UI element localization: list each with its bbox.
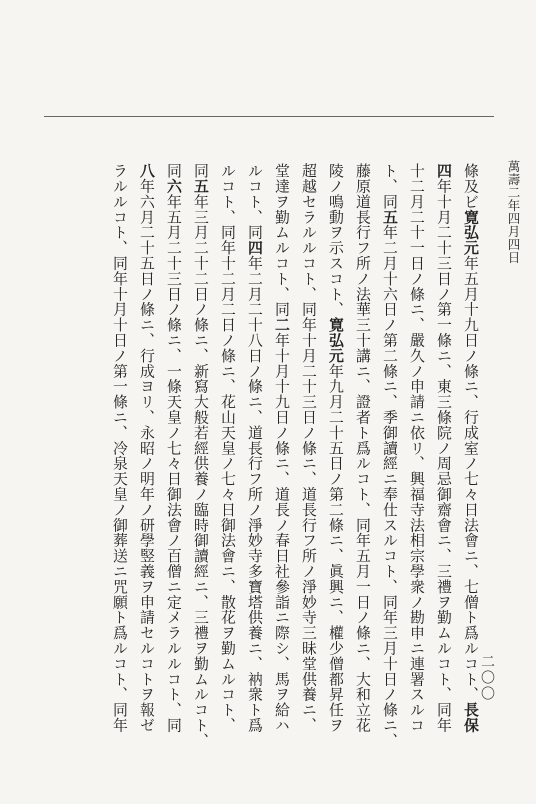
text-line: [241, 163, 268, 769]
text-run: 年六月二十五日ノ條ニ、行成ヨリ、永昭ノ明年ノ研學竪義ヲ申請セルコトヲ報ゼ: [138, 178, 156, 733]
text-line: [295, 163, 322, 769]
emphasized-year: 四: [435, 163, 453, 179]
body-text: [54, 163, 484, 769]
text-line: [106, 163, 133, 769]
text-line: [214, 163, 241, 769]
text-run: 同: [165, 163, 183, 179]
text-run: ルコト、同: [246, 163, 264, 240]
emphasized-year: 二: [273, 317, 291, 333]
text-line: [349, 163, 376, 769]
header-rule: [44, 116, 494, 117]
text-run: 藤原道長行フ所ノ法華三十講ニ、證者ト爲ルコト、同年五月一日ノ條ニ、大和立花: [354, 163, 372, 733]
text-run: 同: [192, 163, 210, 179]
text-run: 堂達ヲ勤ムルコト、同: [273, 163, 291, 317]
text-line: [376, 163, 403, 769]
running-header-date: 萬壽二年四月四日: [506, 160, 521, 264]
text-run: 超越セラルルコト、同年十月二十三日ノ條ニ、道長行フ所ノ淨妙寺三昧堂供養ニ、: [300, 163, 318, 733]
text-run: 年二月二十八日ノ條ニ、道長行フ所ノ淨妙寺多寶塔供養ニ、衲衆ト爲: [246, 255, 264, 733]
emphasized-year: 五: [381, 209, 399, 225]
text-run: 年五月二十三日ノ條ニ、一條天皇ノ七々日御法會ノ百僧ニ定メラルルコト、同: [165, 193, 183, 733]
text-line: [160, 163, 187, 769]
text-run: 條及ビ: [462, 163, 480, 210]
text-run: ラルルコト、同年十月十日ノ第一條ニ、冷泉天皇ノ御葬送ニ咒願ト爲ルコト、同年: [111, 163, 129, 733]
emphasized-year: 四: [246, 240, 264, 256]
text-line: [457, 163, 484, 769]
emphasized-year: 長保: [462, 702, 480, 733]
text-line: [403, 163, 430, 769]
text-run: 年九月二十五日ノ第二條ニ、眞興ニ、權少僧都昇任ヲ: [327, 363, 345, 733]
emphasized-year: 六: [165, 178, 183, 194]
text-run: 年三月二十二日ノ條ニ、新寫大般若經供養ノ臨時御讀經ニ、三禮ヲ勤ムルコト、: [192, 193, 210, 749]
text-run: ルコト、同年十二月二日ノ條ニ、花山天皇ノ七々日御法會ニ、散花ヲ勤ムルコト、: [219, 163, 237, 733]
text-line: [133, 163, 160, 769]
text-run: ト、同: [381, 163, 399, 210]
text-line: [430, 163, 457, 769]
text-line: [187, 163, 214, 769]
emphasized-year: 八: [138, 163, 156, 179]
text-line: [268, 163, 295, 769]
text-run: 年十月十九日ノ條ニ、道長ノ春日社參詣ニ際シ、馬ヲ給ハ: [273, 332, 291, 733]
emphasized-year: 寛弘元: [462, 209, 480, 256]
page-number: 二〇〇: [479, 654, 495, 702]
emphasized-year: 五: [192, 178, 210, 194]
text-run: 年二月十六日ノ第二條ニ、季御讀經ニ奉仕スルコト、同年三月十日ノ條ニ、: [381, 224, 399, 749]
text-run: 年五月十九日ノ條ニ、行成室ノ七々日法會ニ、七僧ト爲ルコト、: [462, 255, 480, 703]
text-run: 陵ノ鳴動ヲ示スコト、: [327, 163, 345, 317]
text-line: [322, 163, 349, 769]
text-run: 十二月二十一日ノ條ニ、嚴久ノ申請ニ依リ、興福寺法相宗學衆ノ勘申ニ連署スルコ: [408, 163, 426, 733]
emphasized-year: 寛弘元: [327, 317, 345, 364]
text-run: 年十月二十三日ノ第一條ニ、東三條院ノ周忌御齋會ニ、三禮ヲ勤ムルコト、同年: [435, 178, 453, 733]
